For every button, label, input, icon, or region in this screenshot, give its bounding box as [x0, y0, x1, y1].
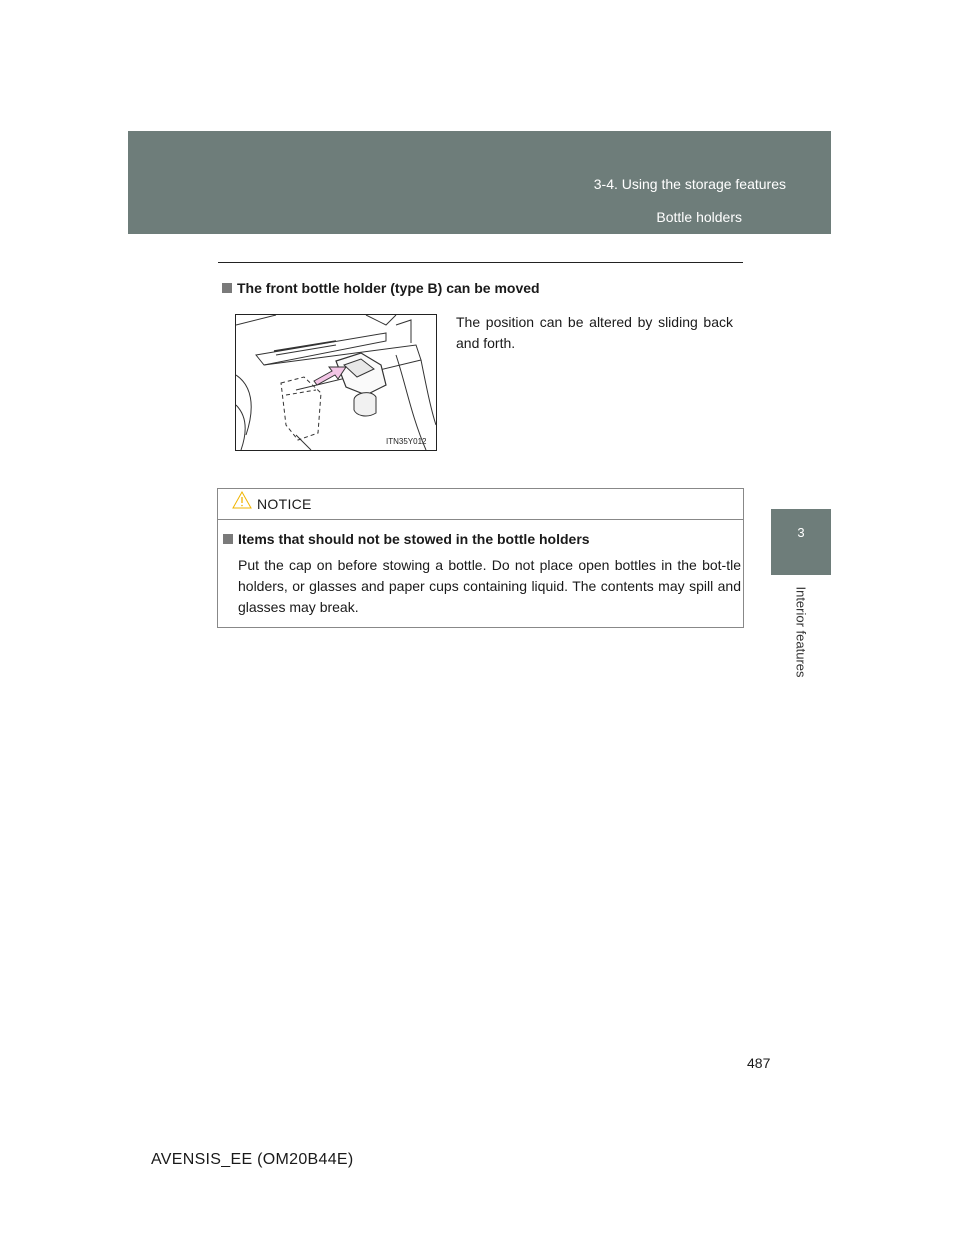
notice-item-heading: [223, 531, 590, 547]
square-bullet-icon: [222, 283, 232, 293]
bottle-holder-illustration: [235, 314, 437, 451]
notice-title: NOTICE: [257, 496, 312, 512]
chapter-number: 3: [797, 525, 805, 540]
square-bullet-icon: [223, 534, 233, 544]
figure-description: The position can be altered by sliding back and forth.: [456, 314, 733, 351]
chapter-tab: [771, 509, 831, 575]
console-drawing: [236, 315, 436, 450]
notice-box: [217, 488, 744, 628]
model-code: AVENSIS_EE (OM20B44E): [151, 1151, 354, 1168]
page-header-band: [128, 131, 831, 234]
notice-header: [218, 489, 743, 520]
figure-code: ITN35Y012: [386, 437, 427, 446]
section-divider: [218, 262, 743, 263]
subsection-heading: [222, 280, 540, 296]
notice-item-heading-text: Items that should not be stowed in the bottle holders: [238, 531, 590, 547]
warning-triangle-icon: [232, 491, 252, 509]
section-title: 3-4. Using the storage features: [593, 176, 786, 192]
chapter-tab-label-area: [771, 575, 831, 690]
heading-text: The front bottle holder (type B) can be moved: [237, 280, 540, 296]
page-number: 487: [747, 1055, 771, 1071]
chapter-label: Interior features: [793, 586, 809, 678]
subsection-title: Bottle holders: [656, 209, 742, 225]
notice-item-body: Put the cap on before stowing a bottle. Do not place open bottles in the bot-tle holders, or glasses and paper cups containing liquid. The contents may spill and glasses may break.: [238, 557, 741, 615]
